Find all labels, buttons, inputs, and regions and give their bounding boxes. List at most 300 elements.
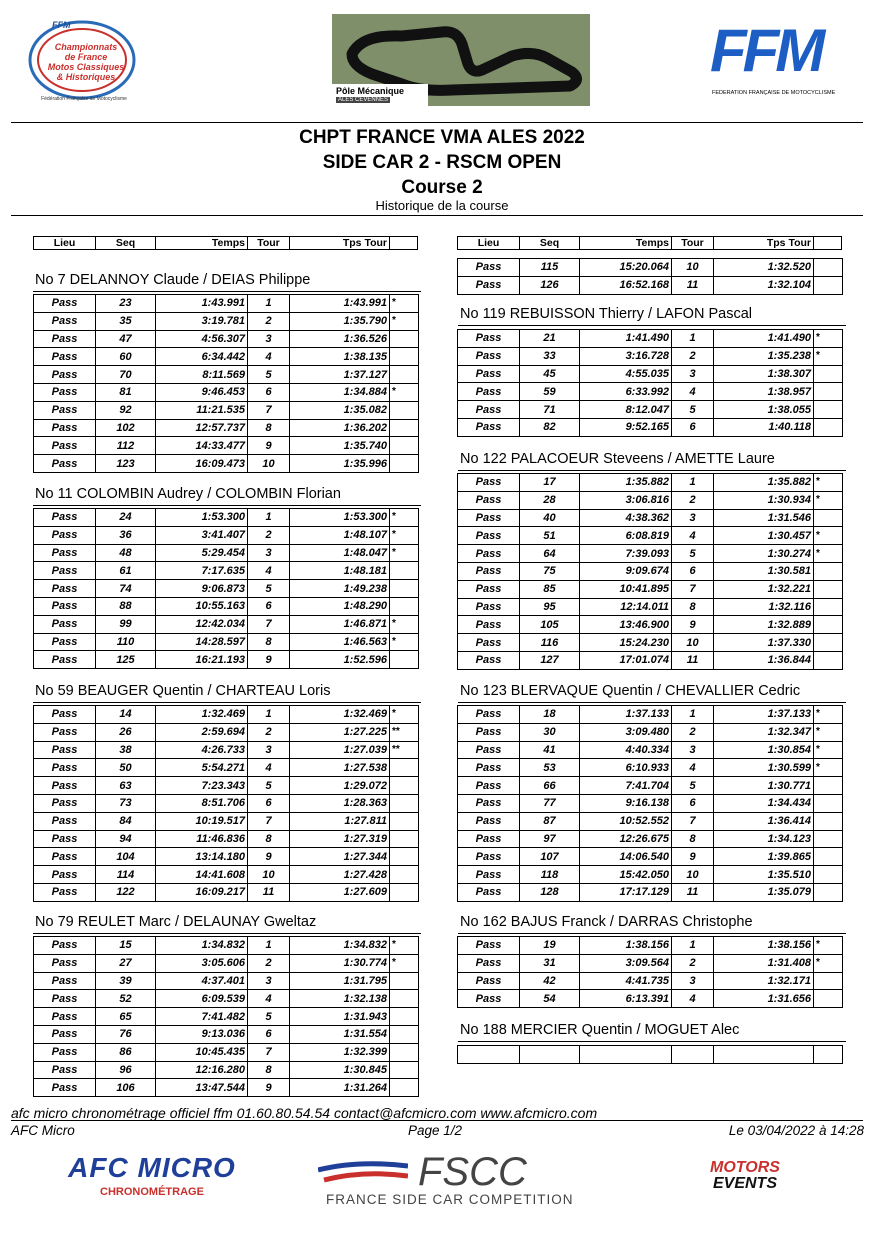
table-row bbox=[458, 383, 843, 401]
cell-temps: 2:59.694 bbox=[156, 723, 248, 741]
table-row bbox=[458, 866, 843, 884]
cell-tps-tour: 1:32.171 bbox=[714, 972, 814, 990]
cell-tour: 2 bbox=[672, 491, 714, 509]
rider-heading: No 123 BLERVAQUE Quentin / CHEVALLIER Cedric bbox=[460, 683, 801, 699]
cell-mark bbox=[814, 276, 843, 294]
cell-seq: 66 bbox=[520, 777, 580, 795]
cell-temps: 4:56.307 bbox=[156, 330, 248, 348]
cell-tour: 3 bbox=[672, 365, 714, 383]
cell-temps: 16:21.193 bbox=[156, 651, 248, 669]
cell-lieu: Pass bbox=[458, 562, 520, 580]
page-race: Course 2 bbox=[401, 177, 483, 198]
table-row bbox=[34, 348, 419, 366]
cell-mark: * bbox=[390, 706, 419, 724]
cell-mark bbox=[390, 866, 419, 884]
cell-mark: * bbox=[814, 706, 843, 724]
cell-seq: 122 bbox=[96, 883, 156, 901]
cell-seq: 81 bbox=[96, 383, 156, 401]
cell-temps: 3:09.480 bbox=[580, 723, 672, 741]
cell-lieu: Pass bbox=[34, 312, 96, 330]
cell-tps-tour: 1:48.181 bbox=[290, 562, 390, 580]
ffm-logo-text: FFM bbox=[710, 17, 822, 84]
cell-tour: 2 bbox=[672, 723, 714, 741]
cell-tour: 8 bbox=[248, 633, 290, 651]
cell-temps: 11:21.535 bbox=[156, 401, 248, 419]
cell-tour: 11 bbox=[248, 883, 290, 901]
cell-lieu: Pass bbox=[34, 1025, 96, 1043]
cell-tour: 4 bbox=[672, 759, 714, 777]
rider-heading: No 11 COLOMBIN Audrey / COLOMBIN Florian bbox=[35, 486, 341, 502]
table-row bbox=[34, 509, 419, 527]
cell-mark bbox=[814, 990, 843, 1008]
cell-lieu: Pass bbox=[458, 723, 520, 741]
cell-tour: 10 bbox=[672, 634, 714, 652]
cell-mark bbox=[390, 366, 419, 384]
cell-temps: 16:52.168 bbox=[580, 276, 672, 294]
cell-tps-tour: 1:32.469 bbox=[290, 706, 390, 724]
table-row bbox=[458, 741, 843, 759]
cell-seq: 31 bbox=[520, 954, 580, 972]
cell-mark: * bbox=[390, 954, 419, 972]
table-row bbox=[34, 937, 419, 955]
cell-mark bbox=[390, 1061, 419, 1079]
cell-lieu: Pass bbox=[458, 509, 520, 527]
table-row bbox=[34, 1079, 419, 1097]
cell-seq: 73 bbox=[96, 794, 156, 812]
cell-seq: 51 bbox=[520, 527, 580, 545]
ffm-logo bbox=[700, 14, 850, 106]
cell-lieu: Pass bbox=[34, 615, 96, 633]
col-seq: Seq bbox=[95, 236, 155, 250]
cell-tps-tour: 1:27.609 bbox=[290, 883, 390, 901]
table-row bbox=[458, 759, 843, 777]
cell-mark bbox=[390, 777, 419, 795]
cell-lieu: Pass bbox=[458, 848, 520, 866]
cell-temps: 3:41.407 bbox=[156, 526, 248, 544]
table-row bbox=[34, 1008, 419, 1026]
cell-lieu: Pass bbox=[458, 634, 520, 652]
cell-tps-tour: 1:30.274 bbox=[714, 545, 814, 563]
table-row bbox=[458, 259, 843, 277]
logo-left-caption: Fédération Française de Motocyclisme bbox=[41, 96, 127, 102]
cell-lieu: Pass bbox=[34, 419, 96, 437]
table-row bbox=[458, 990, 843, 1008]
cell-seq: 127 bbox=[520, 651, 580, 669]
cell-seq: 125 bbox=[96, 651, 156, 669]
cell-tour: 7 bbox=[672, 812, 714, 830]
cell-tps-tour: 1:37.330 bbox=[714, 634, 814, 652]
cell-tour: 11 bbox=[672, 651, 714, 669]
table-row bbox=[458, 777, 843, 795]
table-row bbox=[34, 830, 419, 848]
cell-temps: 4:41.735 bbox=[580, 972, 672, 990]
cell-tps-tour: 1:32.104 bbox=[714, 276, 814, 294]
table-row bbox=[458, 401, 843, 419]
cell-mark: * bbox=[390, 383, 419, 401]
cell-seq: 50 bbox=[96, 759, 156, 777]
cell-mark bbox=[390, 330, 419, 348]
cell-seq: 39 bbox=[96, 972, 156, 990]
cell-mark: * bbox=[814, 474, 843, 492]
table-row bbox=[34, 615, 419, 633]
cell-seq: 42 bbox=[520, 972, 580, 990]
cell-temps: 14:33.477 bbox=[156, 437, 248, 455]
cell-temps: 12:26.675 bbox=[580, 830, 672, 848]
cell-temps: 9:13.036 bbox=[156, 1025, 248, 1043]
cell-lieu: Pass bbox=[458, 990, 520, 1008]
cell-tour: 4 bbox=[672, 990, 714, 1008]
cell-mark bbox=[390, 580, 419, 598]
col-tps-tour: Tps Tour bbox=[713, 236, 813, 250]
cell-lieu: Pass bbox=[34, 544, 96, 562]
cell-seq: 107 bbox=[520, 848, 580, 866]
cell-tour: 5 bbox=[248, 1008, 290, 1026]
lap-table bbox=[33, 294, 419, 473]
cell-lieu: Pass bbox=[34, 812, 96, 830]
cell-tps-tour: 1:35.510 bbox=[714, 866, 814, 884]
cell-tps-tour: 1:27.538 bbox=[290, 759, 390, 777]
cell-tps-tour: 1:46.871 bbox=[290, 615, 390, 633]
cell-temps: 6:33.992 bbox=[580, 383, 672, 401]
cell-tour: 8 bbox=[248, 419, 290, 437]
cell-mark bbox=[390, 1079, 419, 1097]
cell-mark bbox=[814, 401, 843, 419]
rider-heading: No 122 PALACOEUR Steveens / AMETTE Laure bbox=[460, 451, 775, 467]
events-logo-text: EVENTS bbox=[712, 1175, 777, 1192]
table-row bbox=[34, 419, 419, 437]
cell-seq: 27 bbox=[96, 954, 156, 972]
cell-temps: 15:20.064 bbox=[580, 259, 672, 277]
cell-temps: 5:29.454 bbox=[156, 544, 248, 562]
table-row bbox=[34, 972, 419, 990]
table-row bbox=[458, 509, 843, 527]
cell-seq: 36 bbox=[96, 526, 156, 544]
cell-mark bbox=[814, 777, 843, 795]
cell-tour: 5 bbox=[248, 777, 290, 795]
table-row bbox=[458, 937, 843, 955]
cell-temps: 13:14.180 bbox=[156, 848, 248, 866]
cell-mark bbox=[814, 848, 843, 866]
cell-tps-tour: 1:38.055 bbox=[714, 401, 814, 419]
cell-tour: 2 bbox=[672, 347, 714, 365]
rider-heading: No 119 REBUISSON Thierry / LAFON Pascal bbox=[460, 306, 752, 322]
motors-logo-text: MOTORS bbox=[710, 1159, 780, 1176]
cell-mark: * bbox=[390, 312, 419, 330]
cell-tps-tour: 1:30.771 bbox=[714, 777, 814, 795]
cell-tour: 5 bbox=[672, 545, 714, 563]
cell-seq: 70 bbox=[96, 366, 156, 384]
lap-table bbox=[457, 473, 843, 670]
cell-lieu: Pass bbox=[458, 527, 520, 545]
cell-seq: 123 bbox=[96, 455, 156, 473]
cell-seq: 105 bbox=[520, 616, 580, 634]
table-row bbox=[458, 580, 843, 598]
cell-mark bbox=[814, 794, 843, 812]
cell-mark bbox=[814, 259, 843, 277]
table-row bbox=[34, 455, 419, 473]
cell-tour: 5 bbox=[248, 580, 290, 598]
cell-tps-tour: 1:41.490 bbox=[714, 330, 814, 348]
cell-tps-tour: 1:32.221 bbox=[714, 580, 814, 598]
cell-lieu: Pass bbox=[34, 1061, 96, 1079]
cell-temps: 4:40.334 bbox=[580, 741, 672, 759]
cell-tps-tour: 1:28.363 bbox=[290, 794, 390, 812]
cell-lieu bbox=[458, 1046, 520, 1064]
cell-lieu: Pass bbox=[34, 794, 96, 812]
cell-lieu: Pass bbox=[458, 741, 520, 759]
cell-mark: * bbox=[390, 937, 419, 955]
cell-lieu: Pass bbox=[458, 812, 520, 830]
cell-seq: 85 bbox=[520, 580, 580, 598]
cell-seq: 14 bbox=[96, 706, 156, 724]
cell-temps: 12:57.737 bbox=[156, 419, 248, 437]
cell-mark bbox=[814, 580, 843, 598]
table-row bbox=[34, 633, 419, 651]
table-row bbox=[34, 1061, 419, 1079]
cell-seq: 19 bbox=[520, 937, 580, 955]
fscc-logo-text: FSCC bbox=[418, 1150, 527, 1194]
cell-temps: 16:09.217 bbox=[156, 883, 248, 901]
cell-lieu: Pass bbox=[458, 259, 520, 277]
cell-tour: 2 bbox=[248, 312, 290, 330]
page-title: CHPT FRANCE VMA ALES 2022 bbox=[299, 127, 585, 148]
cell-tour: 8 bbox=[672, 830, 714, 848]
cell-tour: 4 bbox=[248, 990, 290, 1008]
cell-tour: 9 bbox=[248, 1079, 290, 1097]
cell-temps: 3:09.564 bbox=[580, 954, 672, 972]
table-row bbox=[34, 651, 419, 669]
cell-tps-tour: 1:39.865 bbox=[714, 848, 814, 866]
cell-mark bbox=[390, 419, 419, 437]
cell-tps-tour: 1:30.934 bbox=[714, 491, 814, 509]
table-row bbox=[458, 634, 843, 652]
cell-tour: 3 bbox=[248, 330, 290, 348]
cell-seq: 65 bbox=[96, 1008, 156, 1026]
cell-tour: 4 bbox=[248, 759, 290, 777]
footer-page: Page 1/2 bbox=[408, 1123, 463, 1138]
cell-temps: 9:16.138 bbox=[580, 794, 672, 812]
cell-seq: 82 bbox=[520, 418, 580, 436]
cell-lieu: Pass bbox=[34, 1008, 96, 1026]
cell-mark: * bbox=[390, 633, 419, 651]
cell-tps-tour: 1:27.225 bbox=[290, 723, 390, 741]
cell-seq: 52 bbox=[96, 990, 156, 1008]
cell-mark: * bbox=[814, 741, 843, 759]
cell-tour: 1 bbox=[248, 706, 290, 724]
cell-seq: 38 bbox=[96, 741, 156, 759]
cell-tps-tour: 1:32.889 bbox=[714, 616, 814, 634]
cell-temps: 3:05.606 bbox=[156, 954, 248, 972]
cell-mark bbox=[390, 1043, 419, 1061]
cell-lieu: Pass bbox=[458, 383, 520, 401]
cell-seq: 104 bbox=[96, 848, 156, 866]
table-row bbox=[458, 830, 843, 848]
lap-table bbox=[33, 936, 419, 1097]
fscc-logo bbox=[318, 1152, 608, 1212]
cell-temps: 1:41.490 bbox=[580, 330, 672, 348]
cell-lieu: Pass bbox=[458, 491, 520, 509]
cell-tour: 3 bbox=[248, 741, 290, 759]
lap-table bbox=[33, 705, 419, 902]
cell-tour: 6 bbox=[248, 597, 290, 615]
cell-mark bbox=[814, 365, 843, 383]
cell-mark bbox=[814, 972, 843, 990]
table-row bbox=[34, 883, 419, 901]
cell-mark bbox=[814, 562, 843, 580]
cell-mark bbox=[814, 509, 843, 527]
afc-micro-logo bbox=[66, 1152, 238, 1212]
cell-tour: 6 bbox=[248, 1025, 290, 1043]
cell-seq: 40 bbox=[520, 509, 580, 527]
cell-tour: 4 bbox=[248, 562, 290, 580]
cell-mark: ** bbox=[390, 741, 419, 759]
cell-tour: 7 bbox=[248, 1043, 290, 1061]
table-row bbox=[458, 276, 843, 294]
cell-tour: 11 bbox=[672, 276, 714, 294]
cell-lieu: Pass bbox=[34, 848, 96, 866]
table-row bbox=[34, 777, 419, 795]
table-row bbox=[458, 474, 843, 492]
cell-tps-tour: 1:37.133 bbox=[714, 706, 814, 724]
right-column-header bbox=[457, 236, 842, 250]
motors-events-logo bbox=[690, 1160, 800, 1210]
cell-tps-tour: 1:31.554 bbox=[290, 1025, 390, 1043]
cell-temps: 7:17.635 bbox=[156, 562, 248, 580]
cell-mark bbox=[390, 972, 419, 990]
col-mark bbox=[813, 236, 842, 250]
cell-temps: 14:28.597 bbox=[156, 633, 248, 651]
logo-left-line: Motos Classiques bbox=[47, 62, 125, 72]
col-temps: Temps bbox=[155, 236, 247, 250]
cell-tour: 6 bbox=[672, 562, 714, 580]
cell-seq: 18 bbox=[520, 706, 580, 724]
cell-seq: 95 bbox=[520, 598, 580, 616]
cell-mark: * bbox=[390, 526, 419, 544]
cell-tour: 3 bbox=[248, 544, 290, 562]
cell-temps: 10:45.435 bbox=[156, 1043, 248, 1061]
cell-seq: 59 bbox=[520, 383, 580, 401]
table-row bbox=[34, 706, 419, 724]
cell-lieu: Pass bbox=[458, 706, 520, 724]
cell-lieu: Pass bbox=[458, 365, 520, 383]
cell-mark bbox=[390, 830, 419, 848]
cell-temps: 1:38.156 bbox=[580, 937, 672, 955]
cell-mark: * bbox=[814, 491, 843, 509]
cell-temps: 5:54.271 bbox=[156, 759, 248, 777]
cell-lieu: Pass bbox=[458, 474, 520, 492]
cell-lieu: Pass bbox=[34, 526, 96, 544]
cell-temps: 7:39.093 bbox=[580, 545, 672, 563]
cell-mark bbox=[390, 597, 419, 615]
col-lieu: Lieu bbox=[457, 236, 519, 250]
cell-temps: 4:37.401 bbox=[156, 972, 248, 990]
table-row bbox=[34, 794, 419, 812]
cell-lieu: Pass bbox=[34, 348, 96, 366]
cell-seq: 63 bbox=[96, 777, 156, 795]
cell-seq: 86 bbox=[96, 1043, 156, 1061]
cell-temps: 3:19.781 bbox=[156, 312, 248, 330]
cell-mark bbox=[390, 562, 419, 580]
cell-mark bbox=[814, 598, 843, 616]
cell-lieu: Pass bbox=[458, 830, 520, 848]
cell-tps-tour: 1:27.811 bbox=[290, 812, 390, 830]
cell-temps: 17:01.074 bbox=[580, 651, 672, 669]
cell-tps-tour: 1:35.882 bbox=[714, 474, 814, 492]
cell-mark bbox=[390, 759, 419, 777]
cell-tour: 9 bbox=[248, 437, 290, 455]
rider-underline bbox=[458, 933, 846, 934]
cell-mark: * bbox=[814, 759, 843, 777]
lap-table bbox=[457, 936, 843, 1008]
cell-seq: 26 bbox=[96, 723, 156, 741]
cell-tps-tour: 1:31.264 bbox=[290, 1079, 390, 1097]
table-row bbox=[458, 651, 843, 669]
cell-temps: 12:42.034 bbox=[156, 615, 248, 633]
cell-tps-tour: 1:30.774 bbox=[290, 954, 390, 972]
cell-tps-tour: 1:31.795 bbox=[290, 972, 390, 990]
cell-seq: 128 bbox=[520, 883, 580, 901]
cell-mark bbox=[390, 455, 419, 473]
table-row bbox=[458, 347, 843, 365]
cell-tour: 5 bbox=[672, 777, 714, 795]
table-row bbox=[34, 312, 419, 330]
cell-temps: 1:53.300 bbox=[156, 509, 248, 527]
left-column-header bbox=[33, 236, 418, 250]
cell-tps-tour: 1:32.138 bbox=[290, 990, 390, 1008]
cell-lieu: Pass bbox=[458, 972, 520, 990]
cell-lieu: Pass bbox=[458, 418, 520, 436]
cell-tour: 2 bbox=[248, 723, 290, 741]
cell-seq: 17 bbox=[520, 474, 580, 492]
rider-underline bbox=[458, 325, 846, 326]
table-row bbox=[458, 616, 843, 634]
cell-mark bbox=[814, 830, 843, 848]
cell-tps-tour: 1:30.457 bbox=[714, 527, 814, 545]
col-mark bbox=[389, 236, 418, 250]
cell-tps-tour: 1:53.300 bbox=[290, 509, 390, 527]
cell-mark bbox=[814, 634, 843, 652]
cell-seq: 35 bbox=[96, 312, 156, 330]
cell-lieu: Pass bbox=[34, 562, 96, 580]
cell-temps: 9:46.453 bbox=[156, 383, 248, 401]
cell-lieu: Pass bbox=[34, 1043, 96, 1061]
cell-temps: 6:08.819 bbox=[580, 527, 672, 545]
col-tps-tour: Tps Tour bbox=[289, 236, 389, 250]
cell-tour: 2 bbox=[248, 954, 290, 972]
cell-tps-tour: 1:35.079 bbox=[714, 883, 814, 901]
cell-tour: 5 bbox=[672, 401, 714, 419]
cell-mark bbox=[390, 848, 419, 866]
cell-tour: 7 bbox=[672, 580, 714, 598]
cell-mark: * bbox=[814, 527, 843, 545]
col-tour: Tour bbox=[671, 236, 713, 250]
table-row bbox=[458, 706, 843, 724]
cell-mark bbox=[814, 883, 843, 901]
cell-lieu: Pass bbox=[34, 455, 96, 473]
cell-mark bbox=[390, 883, 419, 901]
cell-seq: 74 bbox=[96, 580, 156, 598]
cell-temps: 6:10.933 bbox=[580, 759, 672, 777]
cell-seq: 77 bbox=[520, 794, 580, 812]
cell-tour: 10 bbox=[248, 455, 290, 473]
cell-lieu: Pass bbox=[34, 633, 96, 651]
cell-lieu: Pass bbox=[458, 347, 520, 365]
footer-rule bbox=[11, 1120, 863, 1121]
col-temps: Temps bbox=[579, 236, 671, 250]
cell-tps-tour: 1:43.991 bbox=[290, 295, 390, 313]
cell-seq: 115 bbox=[520, 259, 580, 277]
table-row bbox=[34, 383, 419, 401]
